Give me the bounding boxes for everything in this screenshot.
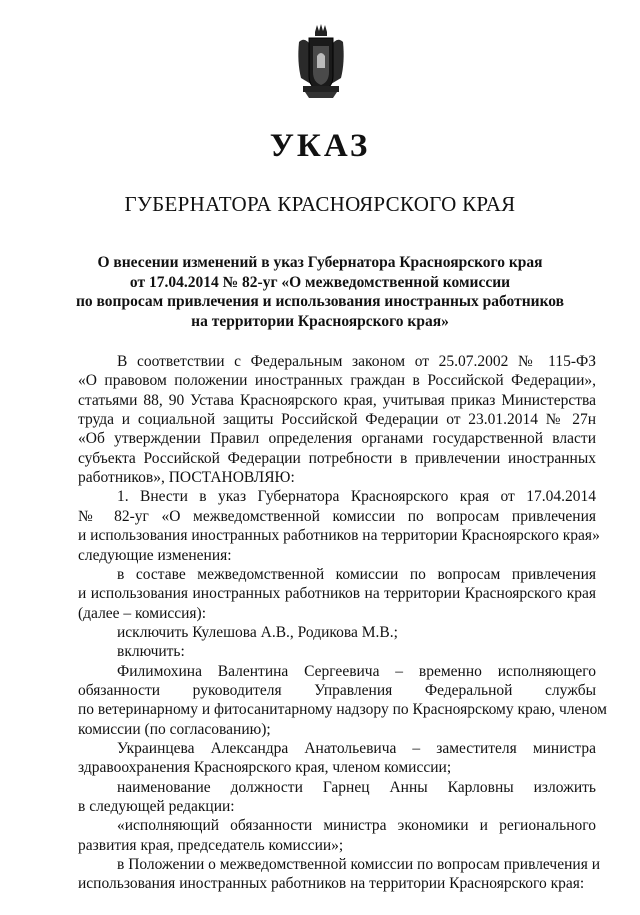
body-line: работников», ПОСТАНОВЛЯЮ:	[78, 469, 295, 487]
document-heading	[70, 253, 570, 331]
heading-line: от 17.04.2014 № 82-уг «О межведомственной комиссии	[129, 273, 511, 291]
heading-line: по вопросам привлечения и использования иностранных работников	[75, 293, 565, 310]
body-line: наименование должности Гарнец Анны Карловны изложить	[117, 778, 596, 796]
body-line: Украинцева Александра Анатольевича – заместителя министра	[117, 740, 596, 757]
body-line: труда и социальной защиты Российской Федерации от 23.01.2014 № 27н	[78, 411, 596, 429]
body-line: 1. Внести в указ Губернатора Красноярского края от 17.04.2014	[117, 488, 596, 506]
body-line: развития края, председатель комиссии»;	[78, 836, 344, 854]
body-line: по ветеринарному и фитосанитарному надзору по Красноярскому краю, членом	[78, 701, 607, 719]
heading-line: О внесении изменений в указ Губернатора Красноярского края	[97, 254, 543, 271]
body-line: включить:	[117, 643, 185, 661]
body-line: следующие изменения:	[78, 546, 232, 564]
body-line: и использования иностранных работников на территории Красноярского края	[78, 585, 596, 603]
body-line: комиссии (по согласованию);	[78, 720, 271, 738]
body-line: исключить Кулешова А.В., Родикова М.В.;	[117, 623, 398, 641]
body-line: «исполняющий обязанности министра экономики и регионального	[117, 817, 596, 835]
body-line: В соответствии с Федеральным законом от 25.07.2002 № 115-ФЗ	[117, 353, 596, 370]
body-line: в составе межведомственной комиссии по вопросам привлечения	[117, 565, 596, 583]
body-line: статьями 88, 90 Устава Красноярского края, учитывая приказ Министерства	[78, 391, 596, 409]
body-line: субъекта Российской Федерации потребности в привлечении иностранных	[78, 449, 596, 467]
body-line: обязанности руководителя Управления Федеральной службы	[78, 681, 596, 699]
body-line: использования иностранных работников на территории Красноярского края:	[78, 875, 585, 893]
body-line: Филимохина Валентина Сергеевича – временно исполняющего	[117, 662, 596, 680]
body-line: (далее – комиссия):	[78, 604, 207, 622]
body-line: № 82-уг «О межведомственной комиссии по вопросам привлечения	[78, 507, 596, 525]
body-line: «Об утверждении Правил определения органами государственной власти	[78, 430, 596, 448]
coat-of-arms-emblem	[295, 22, 347, 100]
body-line: здравоохранения Красноярского края, членом комиссии;	[78, 759, 452, 777]
body-line: в следующей редакции:	[78, 798, 235, 816]
body-line: в Положении о межведомственной комиссии по вопросам привлечения и	[117, 856, 600, 874]
body-line: «О правовом положении иностранных граждан в Российской Федерации»,	[78, 372, 596, 390]
document-title: УКАЗ	[269, 128, 371, 164]
heading-line: на территории Красноярского края»	[191, 312, 449, 330]
body-line: и использования иностранных работников на территории Красноярского края»	[78, 527, 600, 545]
document-subtitle: ГУБЕРНАТОРА КРАСНОЯРСКОГО КРАЯ	[124, 192, 516, 216]
